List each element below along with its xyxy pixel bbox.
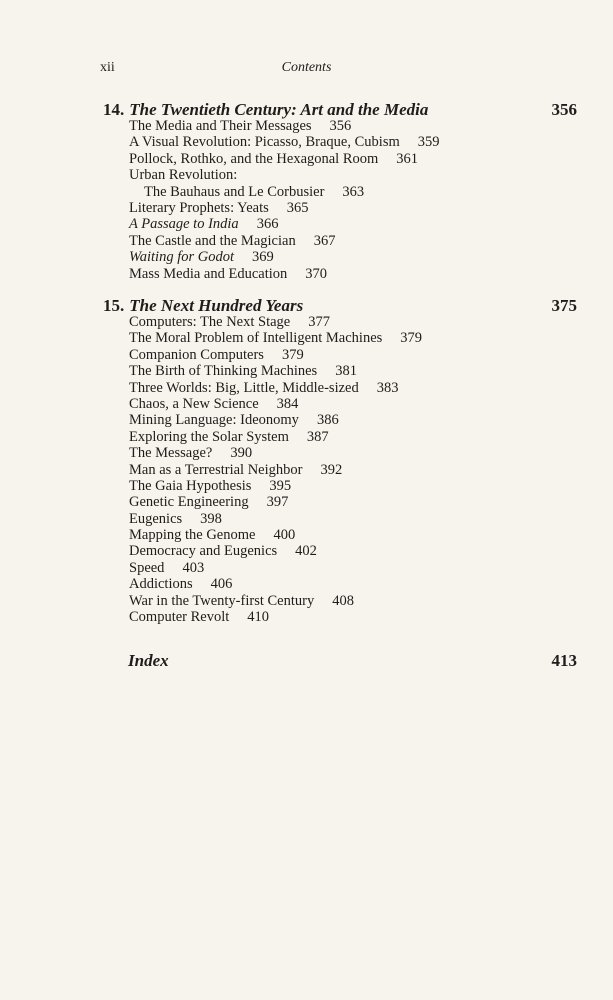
toc-entry: Companion Computers 379 [129, 346, 304, 363]
toc-entry: Speed 403 [129, 559, 205, 576]
toc-entry: A Passage to India 366 [129, 216, 279, 233]
toc-entry: Computers: The Next Stage 377 [129, 314, 330, 330]
toc-entry: The Moral Problem of Intelligent Machines 379 [129, 330, 423, 347]
toc-entry: The Media and Their Messages 356 [129, 118, 352, 134]
chapter-15-entries [129, 314, 569, 625]
toc-entry: Man as a Terrestrial Neighbor 392 [129, 461, 343, 478]
toc-entry: Mining Language: Ideonomy 386 [129, 412, 339, 429]
toc-entry: Eugenics 398 [129, 510, 222, 527]
chapter-number: 15. [103, 296, 125, 315]
toc-entry: War in the Twenty-first Century 408 [129, 592, 354, 609]
toc-entry: The Castle and the Magician 367 [129, 232, 336, 249]
index-heading [128, 651, 577, 673]
toc-entry: Computer Revolt 410 [129, 609, 270, 626]
toc-entry: Chaos, a New Science 384 [129, 395, 299, 412]
toc-entry: Urban Revolution: [129, 167, 238, 184]
toc-entry: Pollock, Rothko, and the Hexagonal Room 361 [129, 150, 419, 167]
toc-entry: Genetic Engineering 397 [129, 494, 289, 511]
toc-entry: Exploring the Solar System 387 [129, 428, 329, 445]
toc-entry: The Bauhaus and Le Corbusier 363 [144, 183, 365, 200]
toc-entry: Mapping the Genome 400 [129, 527, 296, 544]
toc-entry: Literary Prophets: Yeats 365 [129, 199, 309, 216]
toc-entry: A Visual Revolution: Picasso, Braque, Cubism 359 [129, 134, 440, 151]
index-page: 413 [551, 651, 577, 670]
chapter-title: The Next Hundred Years [129, 296, 304, 315]
chapter-number: 14. [103, 100, 125, 119]
running-head-title: Contents [281, 60, 332, 75]
toc-entry: Addictions 406 [129, 576, 233, 593]
chapter-14-entries [129, 118, 569, 282]
toc-entry: Waiting for Godot 369 [129, 249, 274, 266]
toc-entry: Democracy and Eugenics 402 [129, 543, 317, 560]
chapter-page: 356 [551, 100, 577, 119]
running-head [0, 60, 613, 80]
index-label: Index [128, 651, 169, 670]
chapter-page: 375 [551, 296, 577, 315]
page-folio: xii [100, 60, 115, 75]
toc-entry: The Birth of Thinking Machines 381 [129, 363, 357, 380]
toc-entry: The Message? 390 [129, 445, 253, 462]
toc-entry: Three Worlds: Big, Little, Middle-sized 383 [129, 379, 399, 396]
toc-entry: The Gaia Hypothesis 395 [129, 477, 292, 494]
chapter-title: The Twentieth Century: Art and the Media [129, 100, 429, 119]
toc-entry: Mass Media and Education 370 [129, 265, 328, 282]
